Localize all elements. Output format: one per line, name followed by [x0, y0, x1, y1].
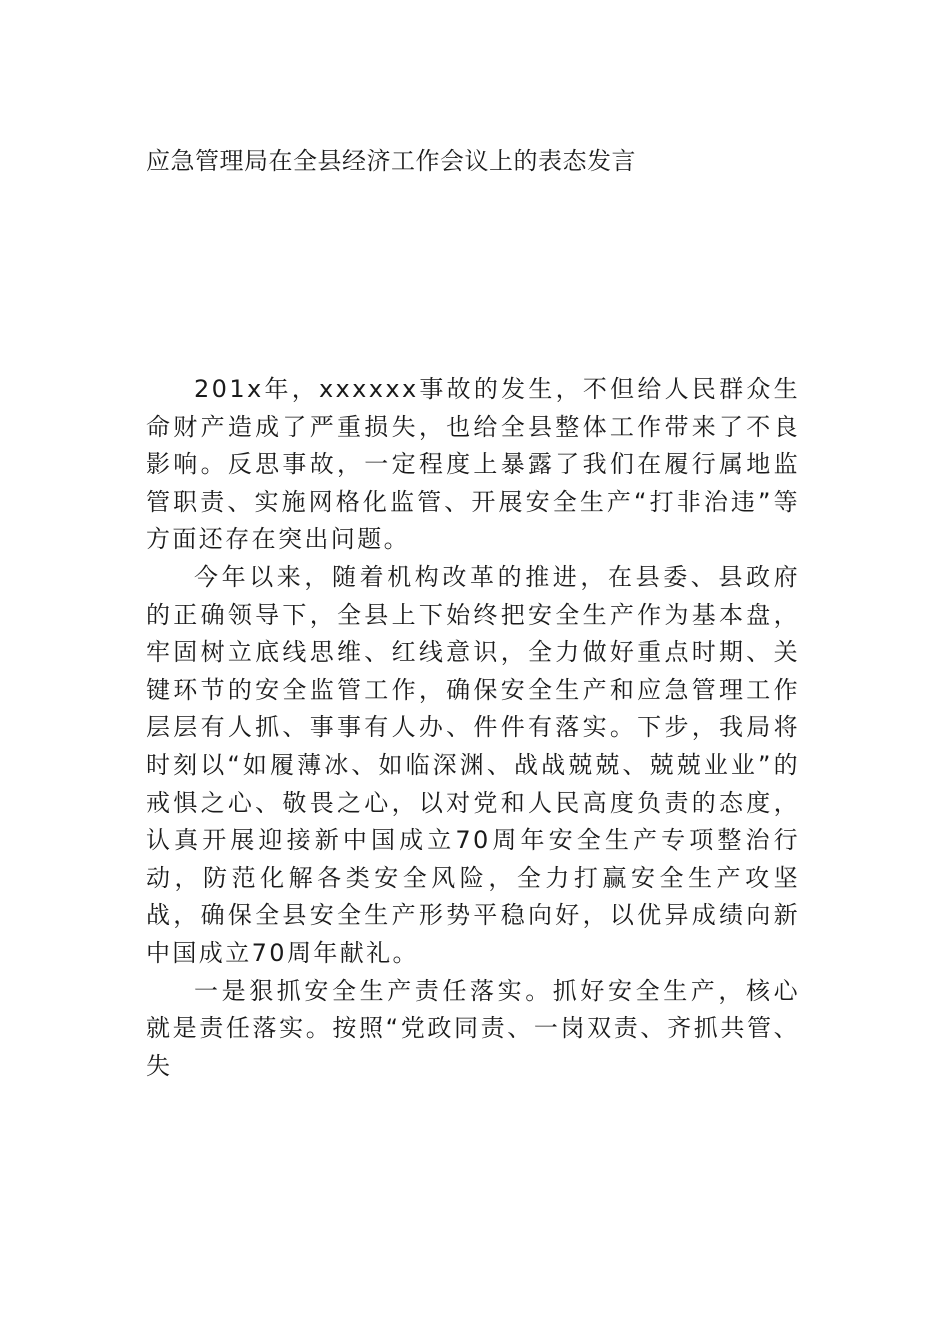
document-title: 应急管理局在全县经济工作会议上的表态发言 [146, 147, 636, 175]
paragraph-work-progress: 今年以来，随着机构改革的推进，在县委、县政府的正确领导下，全县上下始终把安全生产作为基本盘，牢固树立底线思维、红线意识，全力做好重点时期、关键环节的安全监管工作，确保安全生产和应急管理工作层层有人抓、事事有人办、件件有落实。下步，我局将时刻以“如履薄冰、如临深渊、战战兢兢、兢兢业业”的戒惧之心、敬畏之心，以对党和人民高度负责的态度，认真开展迎接新中国成立70周年安全生产专项整治行动，防范化解各类安全风险，全力打赢安全生产攻坚战，确保全县安全生产形势平稳向好，以优异成绩向新中国成立70周年献礼。 [146, 562, 800, 967]
document-body [146, 371, 800, 1085]
paragraph-accident-review: 201x年，xxxxxx事故的发生，不但给人民群众生命财产造成了严重损失，也给全县整体工作带来了不良影响。反思事故，一定程度上暴露了我们在履行属地监管职责、实施网格化监管、开展安全生产“打非治违”等方面还存在突出问题。 [146, 375, 800, 554]
paragraph-responsibility: 一是狠抓安全生产责任落实。抓好安全生产，核心就是责任落实。按照“党政同责、一岗双责、齐抓共管、失 [146, 976, 800, 1080]
